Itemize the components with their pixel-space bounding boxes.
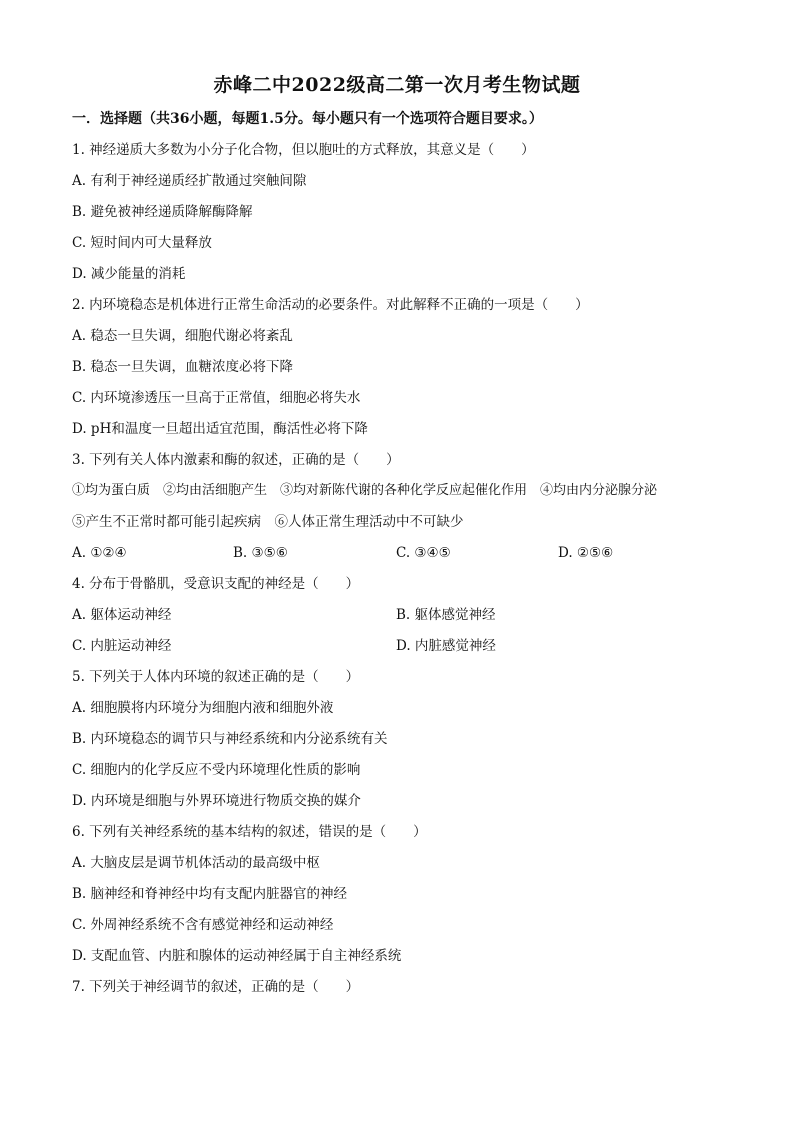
question-4-stem: 4. 分布于骨骼肌，受意识支配的神经是（ ） <box>72 576 360 592</box>
question-5-option-b: B. 内环境稳态的调节只与神经系统和内分泌系统有关 <box>72 731 388 747</box>
question-3-stem: 3. 下列有关人体内激素和酶的叙述，正确的是（ ） <box>72 452 400 468</box>
question-6-option-b: B. 脑神经和脊神经中均有支配内脏器官的神经 <box>72 886 348 902</box>
question-4-option-a: A. 躯体运动神经 <box>72 607 172 623</box>
question-3-option-d: D. ②⑤⑥ <box>558 545 614 561</box>
question-1-option-b: B. 避免被神经递质降解酶降解 <box>72 204 253 220</box>
question-5-option-a: A. 细胞膜将内环境分为细胞内液和细胞外液 <box>72 700 334 716</box>
question-4-option-b: B. 躯体感觉神经 <box>396 607 496 623</box>
question-3-items-line-1: ①均为蛋白质 ②均由活细胞产生 ③均对新陈代谢的各种化学反应起催化作用 ④均由内分泌腺分泌 <box>72 483 658 498</box>
question-2-option-c: C. 内环境渗透压一旦高于正常值，细胞必将失水 <box>72 390 361 406</box>
page-title: 赤峰二中2022级高二第一次月考生物试题 <box>213 74 581 96</box>
question-2-option-d: D. pH和温度一旦超出适宜范围，酶活性必将下降 <box>72 421 368 437</box>
question-3-items-line-2: ⑤产生不正常时都可能引起疾病 ⑥人体正常生理活动中不可缺少 <box>72 514 464 530</box>
question-2-option-a: A. 稳态一旦失调，细胞代谢必将紊乱 <box>72 328 293 344</box>
question-5-option-d: D. 内环境是细胞与外界环境进行物质交换的媒介 <box>72 793 361 809</box>
question-4-option-c: C. 内脏运动神经 <box>72 638 172 654</box>
question-6-option-c: C. 外周神经系统不含有感觉神经和运动神经 <box>72 917 334 933</box>
question-6-stem: 6. 下列有关神经系统的基本结构的叙述，错误的是（ ） <box>72 824 427 840</box>
question-6-option-a: A. 大脑皮层是调节机体活动的最高级中枢 <box>72 855 320 871</box>
question-1-option-d: D. 减少能量的消耗 <box>72 266 186 282</box>
question-2-stem: 2. 内环境稳态是机体进行正常生命活动的必要条件。对此解释不正确的一项是（ ） <box>72 297 589 313</box>
question-5-stem: 5. 下列关于人体内环境的叙述正确的是（ ） <box>72 669 360 685</box>
question-5-option-c: C. 细胞内的化学反应不受内环境理化性质的影响 <box>72 762 361 778</box>
section-heading: 一．选择题（共36小题，每题1.5分。每小题只有一个选项符合题目要求。） <box>72 111 543 127</box>
question-2-option-b: B. 稳态一旦失调，血糖浓度必将下降 <box>72 359 294 375</box>
question-4-option-d: D. 内脏感觉神经 <box>396 638 496 654</box>
question-3-option-b: B. ③⑤⑥ <box>233 545 288 561</box>
question-1-option-c: C. 短时间内可大量释放 <box>72 235 212 251</box>
question-3-option-a: A. ①②④ <box>72 545 127 561</box>
question-6-option-d: D. 支配血管、内脏和腺体的运动神经属于自主神经系统 <box>72 948 402 964</box>
question-7-stem: 7. 下列关于神经调节的叙述，正确的是（ ） <box>72 979 360 995</box>
question-1-option-a: A. 有利于神经递质经扩散通过突触间隙 <box>72 173 307 189</box>
question-1-stem: 1. 神经递质大多数为小分子化合物，但以胞吐的方式释放，其意义是（ ） <box>72 142 535 158</box>
question-3-option-c: C. ③④⑤ <box>396 545 451 561</box>
